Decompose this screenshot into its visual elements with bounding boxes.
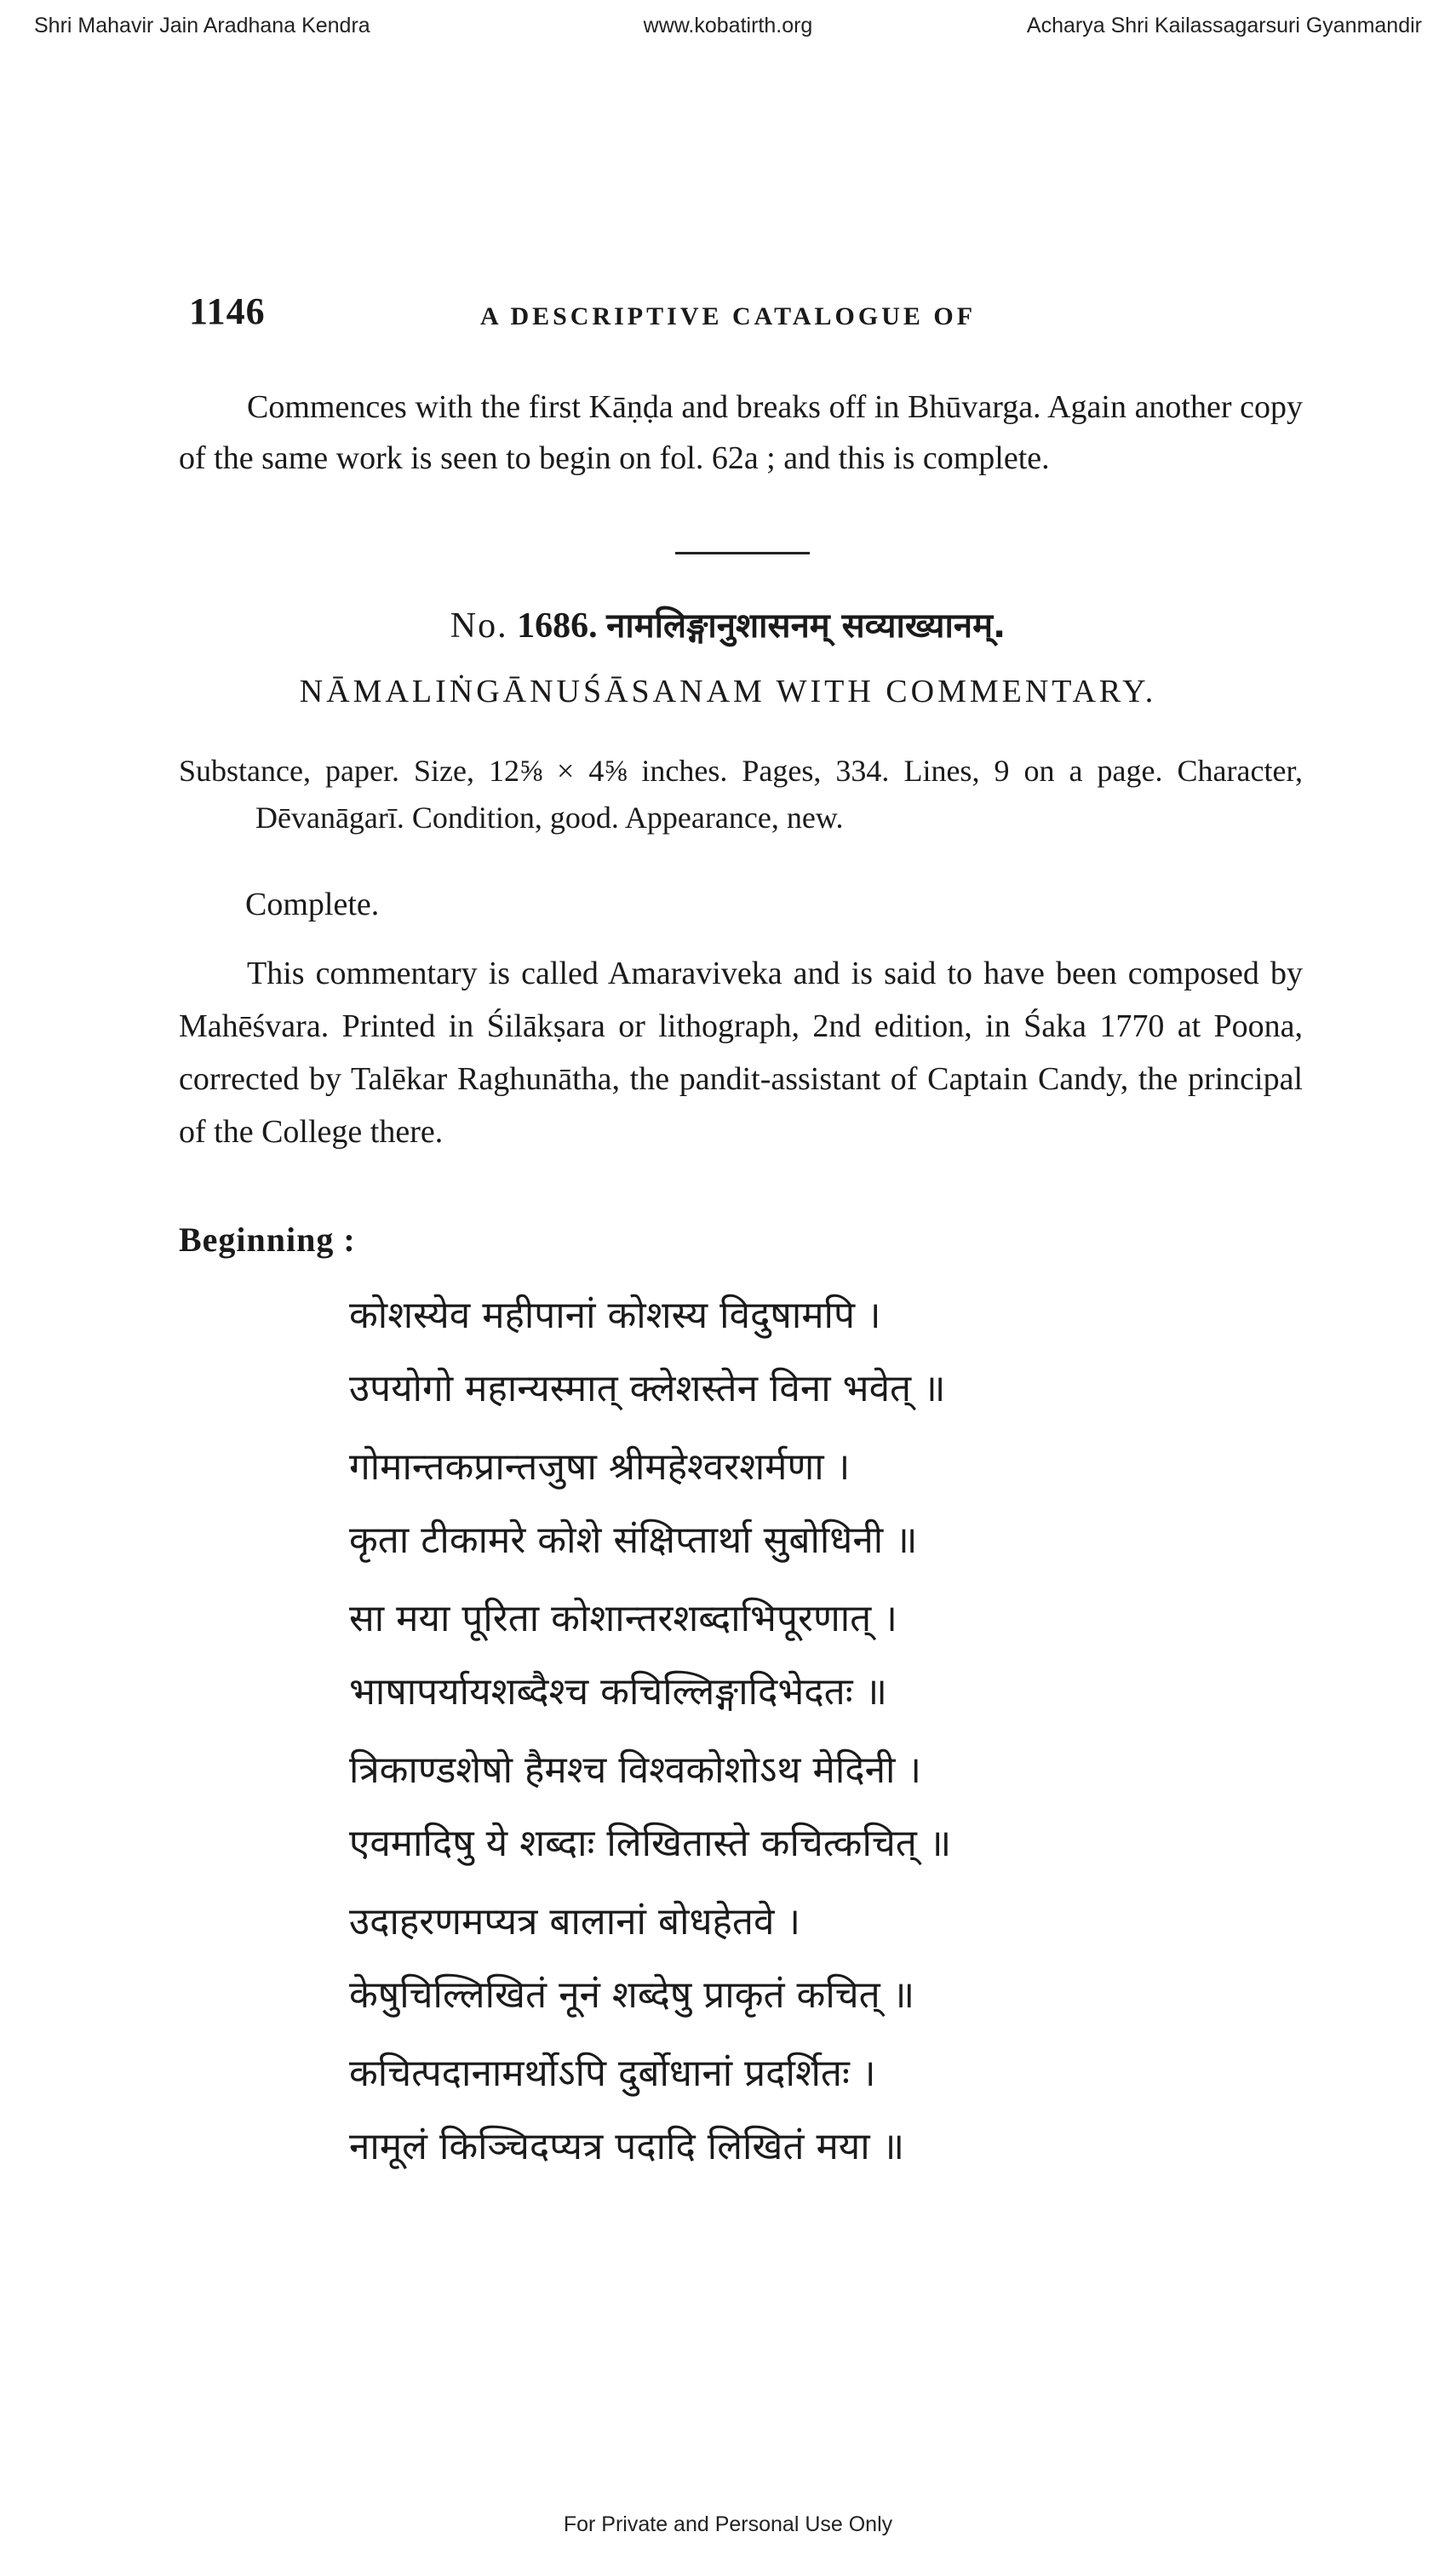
description-text: Substance, paper. Size, 12⅝ × 4⅝ inches. Pages, 334. Lines, 9 on a page. Character, Dēvanāgarī. Condition, good. Appearance, new. — [179, 754, 1303, 835]
verse-line: कचित्पदानामर्थोऽपि दुर्बोधानां प्रदर्शितः । — [349, 2052, 876, 2095]
verse-line: गोमान्तकप्रान्तजुषा श्रीमहेश्वरशर्मणा । — [349, 1445, 851, 1489]
verse-line: त्रिकाण्डशेषो हैमश्च विश्वकोशोऽथ मेदिनी । — [349, 1748, 922, 1792]
header-right-text: Acharya Shri Kailassagarsuri Gyanmandir — [1026, 14, 1422, 37]
entry-number: 1686. — [517, 606, 598, 646]
page-number: 1146 — [189, 290, 266, 332]
entry-no-label: No. — [450, 606, 508, 646]
intro-paragraph: Commences with the first Kāṇḍa and breaks off in Bhūvarga. Again another copy of the same work is seen to begin on fol. 62a ; and this is complete. — [179, 389, 1303, 476]
verse-line: कोशस्येव महीपानां कोशस्य विदुषामपि । — [349, 1294, 881, 1337]
verse-line: सा मया पूरिता कोशान्तरशब्दाभिपूरणात् । — [349, 1597, 897, 1640]
footer-text: For Private and Personal Use Only — [563, 2512, 893, 2536]
verses-block — [349, 1279, 1201, 2184]
entry-title-sanskrit: नामलिङ्गानुशासनम् सव्याख्यानम्. — [606, 606, 1006, 646]
entry-description — [179, 748, 1303, 841]
beginning-label: Beginning : — [179, 1220, 356, 1259]
verse-line: उदाहरणमप्यत्र बालानां बोधहेतवे । — [349, 1900, 801, 1944]
entry-title-english: NĀMALIṄGĀNUŚĀSANAM WITH COMMENTARY. — [299, 674, 1157, 709]
entry-title — [0, 600, 1456, 647]
verse-line: कृता टीकामरे कोशे संक्षिप्तार्था सुबोधिनी ॥ — [349, 1519, 918, 1562]
complete-label: Complete. — [245, 887, 380, 922]
section-divider — [675, 552, 810, 554]
verse-line: केषुचिल्लिखितं नूनं शब्देषु प्राकृतं कचित् ॥ — [349, 1973, 915, 2017]
commentary-paragraph: This commentary is called Amaraviveka and is said to have been composed by Mahēśvara. Printed in Śilākṣara or lithograph, 2nd edition, in Śaka 1770 at Poona, corrected by Talēkar Raghunātha, the pandit-assistant of Captain Candy, the principal of the College there. — [179, 956, 1303, 1150]
verse-line: भाषापर्यायशब्दैश्च कचिल्लिङ्गादिभेदतः ॥ — [349, 1670, 887, 1714]
verse-line: उपयोगो महान्यस्मात् क्लेशस्तेन विना भवेत् ॥ — [349, 1367, 946, 1410]
verse-line: नामूलं किञ्चिदप्यत्र पदादि लिखितं मया ॥ — [349, 2125, 905, 2168]
header-left-text: Shri Mahavir Jain Aradhana Kendra — [34, 14, 370, 37]
running-title: A DESCRIPTIVE CATALOGUE OF — [479, 302, 977, 330]
verse-line: एवमादिषु ये शब्दाः लिखितास्ते कचित्कचित् ॥ — [349, 1822, 952, 1865]
header-center-url: www.kobatirth.org — [643, 14, 813, 37]
